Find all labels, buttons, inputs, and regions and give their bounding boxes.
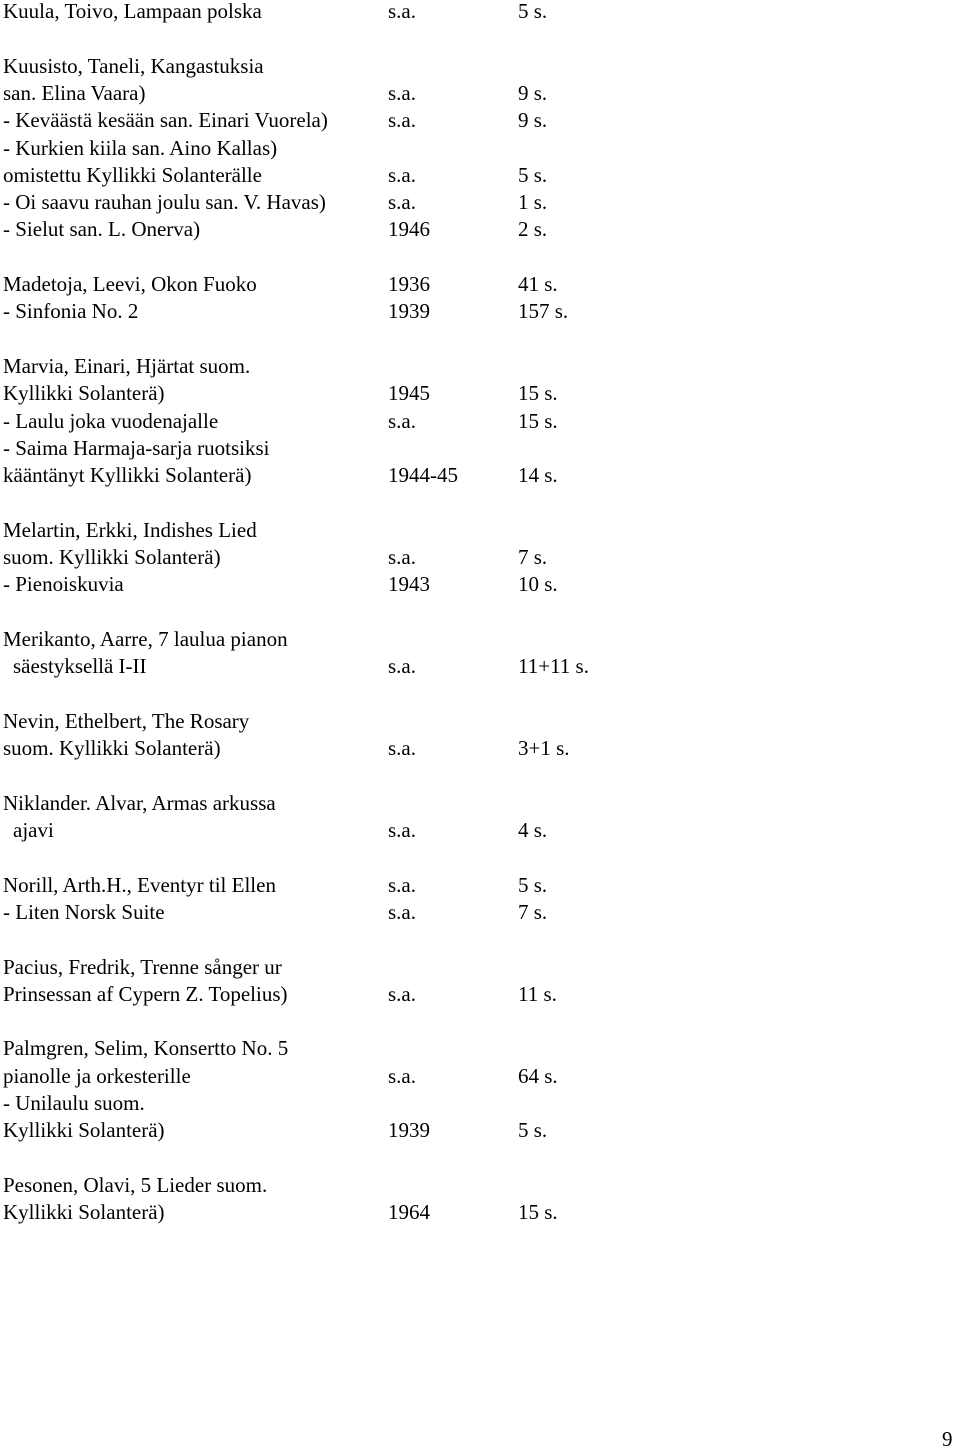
- catalog-line: [0, 462, 960, 489]
- entry-pages: 10 s.: [518, 572, 558, 597]
- catalog-line: [0, 1199, 960, 1226]
- catalog-line: [0, 899, 960, 926]
- entry-text: Nevin, Ethelbert, The Rosary: [3, 708, 250, 733]
- entry-text: Pesonen, Olavi, 5 Lieder suom.: [3, 1172, 268, 1197]
- catalog-line: [0, 135, 960, 162]
- entry-pages: 5 s.: [518, 1118, 548, 1143]
- entry-text: suom. Kyllikki Solanterä): [3, 736, 221, 761]
- catalog-line: [0, 298, 960, 325]
- catalog-line: [0, 626, 960, 653]
- entry-pages: 3+1 s.: [518, 736, 570, 761]
- catalog-line: [0, 380, 960, 407]
- catalog-line: [0, 271, 960, 298]
- entry-text: - Sinfonia No. 2: [3, 299, 139, 324]
- catalog-line: [0, 1090, 960, 1117]
- entry-pages: 15 s.: [518, 381, 558, 406]
- entry-year: 1943: [388, 572, 430, 597]
- entry-year: s.a.: [388, 80, 416, 105]
- entry-year: s.a.: [388, 872, 416, 897]
- entry-year: s.a.: [388, 190, 416, 215]
- entry-text: - Sielut san. L. Onerva): [3, 217, 201, 242]
- entry-year: s.a.: [388, 0, 416, 23]
- entry-text: suom. Kyllikki Solanterä): [3, 545, 221, 569]
- entry-pages: 5 s.: [518, 162, 548, 187]
- blank-line: [0, 326, 960, 353]
- catalog-line: [0, 517, 960, 544]
- entry-text: säestyksellä I-II: [13, 654, 147, 679]
- entry-text: Kyllikki Solanterä): [3, 1118, 165, 1143]
- entry-text: kääntänyt Kyllikki Solanterä): [3, 463, 252, 488]
- catalog-line: [0, 435, 960, 462]
- entry-year: s.a.: [388, 818, 416, 842]
- entry-text: Marvia, Einari, Hjärtat suom.: [3, 353, 251, 378]
- entry-text: - Liten Norsk Suite: [3, 899, 165, 924]
- entry-pages: 5 s.: [518, 0, 548, 23]
- entry-text: Prinsessan af Cypern Z. Topelius): [3, 981, 288, 1006]
- page-number: 9: [942, 1427, 953, 1451]
- catalog-line: [0, 53, 960, 80]
- entry-text: - Pienoiskuvia: [3, 572, 124, 597]
- catalog-line: [0, 107, 960, 134]
- catalog-line: [0, 216, 960, 243]
- entry-text: Kyllikki Solanterä): [3, 1200, 165, 1225]
- entry-text: Norill, Arth.H., Eventyr til Ellen: [3, 872, 276, 897]
- catalog-line: [0, 189, 960, 216]
- entry-pages: 7 s.: [518, 545, 548, 569]
- entry-pages: 41 s.: [518, 272, 558, 296]
- entry-pages: 157 s.: [518, 299, 569, 324]
- blank-line: [0, 1008, 960, 1035]
- catalog-line: [0, 162, 960, 189]
- entry-year: 1944-45: [388, 463, 458, 488]
- entry-year: s.a.: [388, 162, 416, 187]
- entry-text: - Saima Harmaja-sarja ruotsiksi: [3, 435, 270, 460]
- entry-text: Niklander. Alvar, Armas arkussa: [3, 790, 276, 815]
- blank-line: [0, 25, 960, 52]
- catalog-line: [0, 80, 960, 107]
- entry-pages: 14 s.: [518, 463, 558, 488]
- entry-text: Palmgren, Selim, Konsertto No. 5: [3, 1036, 289, 1061]
- entry-pages: 7 s.: [518, 899, 548, 924]
- entry-pages: 15 s.: [518, 1200, 558, 1225]
- catalog-line: [0, 408, 960, 435]
- catalog-line: [0, 0, 960, 25]
- blank-line: [0, 844, 960, 871]
- entry-year: s.a.: [388, 654, 416, 679]
- entry-text: omistettu Kyllikki Solanterälle: [3, 162, 262, 187]
- entry-year: s.a.: [388, 108, 416, 133]
- entry-pages: 11+11 s.: [518, 654, 589, 679]
- catalog-line: [0, 735, 960, 762]
- blank-line: [0, 762, 960, 789]
- entry-text: ajavi: [13, 818, 54, 842]
- blank-line: [0, 1145, 960, 1172]
- entry-year: 1946: [388, 217, 430, 242]
- catalog-line: [0, 954, 960, 981]
- entry-text: pianolle ja orkesterille: [3, 1063, 191, 1088]
- entry-text: Pacius, Fredrik, Trenne sånger ur: [3, 954, 282, 979]
- entry-year: s.a.: [388, 981, 416, 1006]
- catalog-line: [0, 872, 960, 899]
- entry-text: - Keväästä kesään san. Einari Vuorela): [3, 108, 328, 133]
- entry-text: Melartin, Erkki, Indishes Lied: [3, 517, 257, 542]
- entry-text: - Unilaulu suom.: [3, 1091, 145, 1115]
- entry-pages: 64 s.: [518, 1063, 558, 1088]
- entry-text: san. Elina Vaara): [3, 80, 146, 105]
- blank-line: [0, 244, 960, 271]
- entry-pages: 5 s.: [518, 872, 548, 897]
- entry-year: 1964: [388, 1200, 430, 1225]
- catalog-line: [0, 817, 960, 844]
- entry-year: 1945: [388, 381, 430, 406]
- blank-line: [0, 599, 960, 626]
- blank-line: [0, 489, 960, 516]
- entry-year: s.a.: [388, 408, 416, 433]
- blank-line: [0, 681, 960, 708]
- entry-year: s.a.: [388, 899, 416, 924]
- entry-pages: 11 s.: [518, 981, 557, 1006]
- entry-year: 1939: [388, 1118, 430, 1143]
- entry-year: s.a.: [388, 736, 416, 761]
- entry-year: 1936: [388, 272, 430, 296]
- catalog-line: [0, 790, 960, 817]
- entry-text: Kuula, Toivo, Lampaan polska: [3, 0, 262, 23]
- entry-pages: 1 s.: [518, 190, 548, 215]
- catalog-line: [0, 1117, 960, 1144]
- entry-year: s.a.: [388, 1063, 416, 1088]
- entry-text: Kyllikki Solanterä): [3, 381, 165, 406]
- entry-text: - Oi saavu rauhan joulu san. V. Havas): [3, 190, 326, 215]
- catalog-line: [0, 353, 960, 380]
- entry-year: s.a.: [388, 545, 416, 569]
- entry-pages: 9 s.: [518, 80, 548, 105]
- catalog-line: [0, 571, 960, 598]
- entry-year: 1939: [388, 299, 430, 324]
- entry-pages: 9 s.: [518, 108, 548, 133]
- catalog-line: [0, 708, 960, 735]
- catalog-line: [0, 1063, 960, 1090]
- entry-text: Kuusisto, Taneli, Kangastuksia: [3, 53, 264, 78]
- entry-pages: 2 s.: [518, 217, 548, 242]
- catalog-line: [0, 981, 960, 1008]
- catalog-line: [0, 653, 960, 680]
- entry-text: Madetoja, Leevi, Okon Fuoko: [3, 272, 257, 296]
- entry-text: - Laulu joka vuodenajalle: [3, 408, 219, 433]
- blank-line: [0, 926, 960, 953]
- entry-text: Merikanto, Aarre, 7 laulua pianon: [3, 626, 288, 651]
- entry-text: - Kurkien kiila san. Aino Kallas): [3, 135, 278, 160]
- entry-pages: 4 s.: [518, 818, 548, 842]
- catalog-line: [0, 1172, 960, 1199]
- catalog-line: [0, 1035, 960, 1062]
- catalog-line: [0, 544, 960, 571]
- entry-pages: 15 s.: [518, 408, 558, 433]
